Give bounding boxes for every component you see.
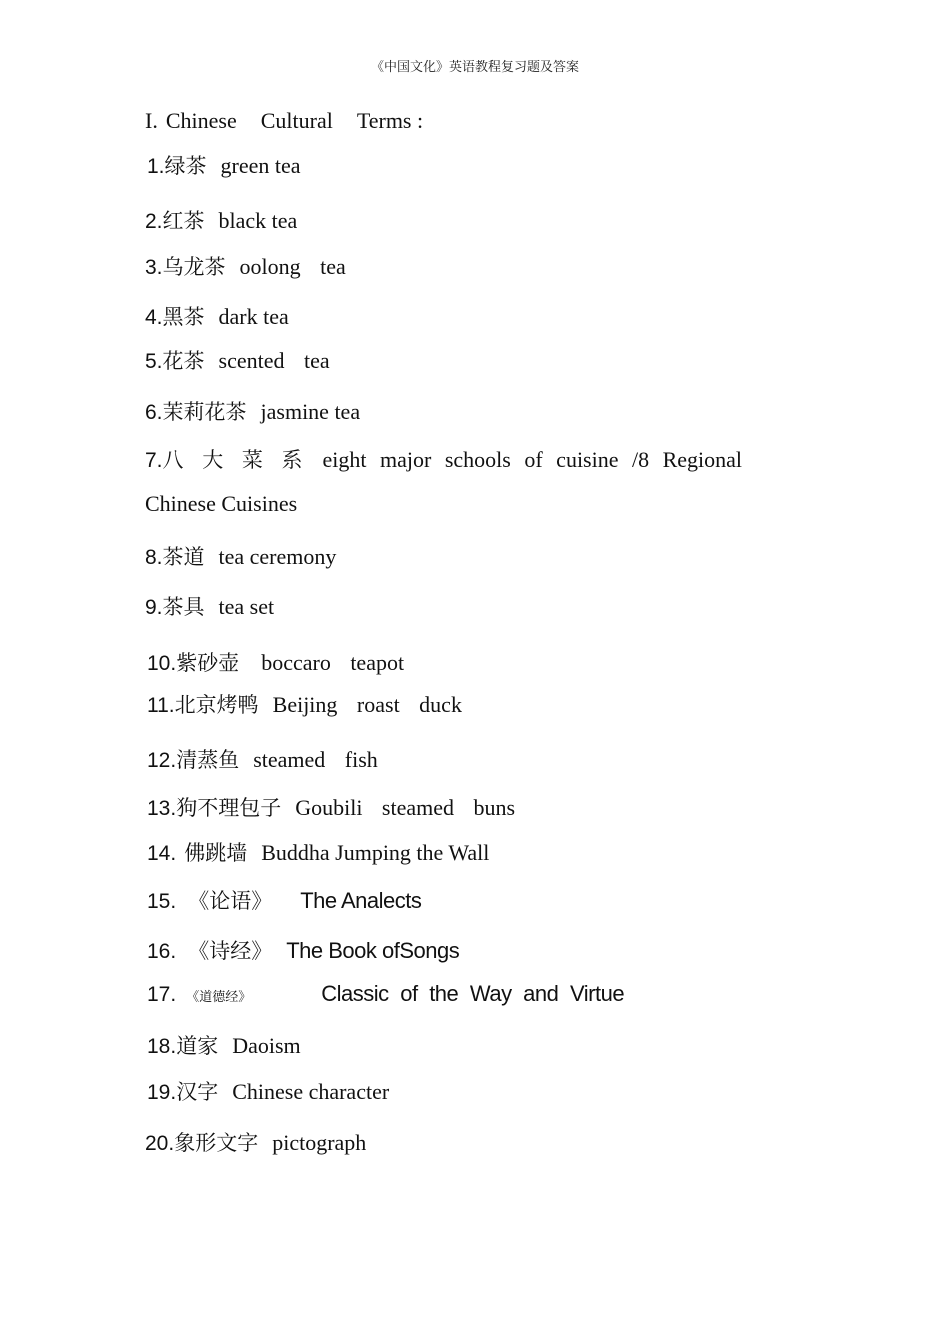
term-english: eight major schools of cuisine /8 Regional: [322, 447, 743, 472]
section-word-3: Terms :: [356, 108, 424, 133]
term-number: 14.: [147, 842, 177, 865]
term-item-5: [145, 345, 330, 375]
term-english: Chinese character: [232, 1079, 390, 1104]
term-chinese: 红茶: [162, 209, 205, 233]
term-number: 19.: [147, 1081, 177, 1104]
term-english: jasmine tea: [260, 399, 361, 424]
term-chinese: 北京烤鸭: [174, 693, 259, 717]
term-chinese: 绿茶: [164, 154, 207, 178]
term-item-6: [145, 396, 360, 426]
term-chinese: 乌龙茶: [162, 255, 226, 279]
term-item-11: [147, 689, 462, 719]
term-english: Goubili steamed buns: [295, 795, 516, 820]
term-number: 7.: [145, 449, 163, 472]
page-header: 《中国文化》英语教程复习题及答案: [370, 60, 579, 75]
term-item-13: [147, 792, 515, 822]
section-word-1: Chinese: [165, 108, 237, 133]
term-item-7-continued: [145, 491, 297, 517]
term-chinese: 《诗经》: [188, 939, 273, 963]
term-item-9: [145, 591, 274, 621]
term-item-14: [147, 837, 489, 867]
term-chinese: 象形文字: [174, 1131, 259, 1155]
term-chinese: 八 大 菜 系: [162, 448, 309, 472]
term-item-18: [147, 1030, 301, 1060]
term-english: The Analects: [300, 888, 422, 913]
term-chinese: 紫砂壶: [176, 651, 240, 675]
term-chinese: 狗不理包子: [176, 796, 282, 820]
term-item-8: [145, 541, 336, 571]
term-chinese: 道家: [176, 1034, 219, 1058]
term-number: 13.: [147, 797, 177, 820]
term-chinese: 茶具: [162, 595, 205, 619]
term-number: 10.: [147, 652, 177, 675]
term-item-4: [145, 301, 289, 331]
term-english: Beijing roast duck: [272, 692, 462, 717]
term-chinese: 花茶: [162, 349, 205, 373]
section-word-2: Cultural: [260, 108, 333, 133]
term-number: 17.: [147, 983, 177, 1006]
term-chinese: 清蒸鱼: [176, 748, 240, 772]
term-number: 8.: [145, 546, 163, 569]
term-item-2: [145, 205, 297, 235]
term-number: 18.: [147, 1035, 177, 1058]
term-chinese: 佛跳墙: [184, 841, 248, 865]
term-english: Daoism: [232, 1033, 301, 1058]
term-number: 15.: [147, 890, 177, 913]
term-item-19: [147, 1076, 389, 1106]
term-english: oolong tea: [239, 254, 346, 279]
term-item-3: [145, 251, 346, 281]
term-chinese: 茉莉花茶: [162, 400, 247, 424]
term-item-16: [147, 935, 459, 965]
term-number: 12.: [147, 749, 177, 772]
term-number: 11.: [147, 694, 175, 717]
term-item-20: [145, 1127, 366, 1157]
term-item-12: [147, 744, 378, 774]
section-numeral: I.: [145, 108, 158, 133]
term-number: 4.: [145, 306, 163, 329]
term-number: 5.: [145, 350, 163, 373]
term-number: 3.: [145, 256, 163, 279]
term-english: scented tea: [218, 348, 330, 373]
term-chinese: 茶道: [162, 545, 205, 569]
term-number: 20.: [145, 1132, 175, 1155]
term-english: green tea: [220, 153, 301, 178]
term-item-15: [147, 885, 421, 915]
term-chinese: 《道德经》: [186, 990, 252, 1005]
term-item-7: [145, 444, 742, 474]
term-chinese: 汉字: [176, 1080, 219, 1104]
term-number: 2.: [145, 210, 163, 233]
term-english: The Book ofSongs: [286, 938, 460, 963]
term-number: 16.: [147, 940, 177, 963]
term-english-continued: Chinese Cuisines: [145, 491, 298, 516]
term-english: boccaro teapot: [261, 650, 405, 675]
term-number: 1.: [147, 155, 165, 178]
term-number: 6.: [145, 401, 163, 424]
term-item-10: [147, 647, 404, 677]
section-heading: [145, 108, 447, 134]
term-english: tea set: [218, 594, 275, 619]
term-english: dark tea: [218, 304, 289, 329]
term-item-1: [147, 150, 301, 180]
term-english: pictograph: [272, 1130, 367, 1155]
term-english: Classic of the Way and Virtue: [321, 981, 625, 1006]
term-english: tea ceremony: [218, 544, 337, 569]
term-item-17: [147, 981, 624, 1007]
term-chinese: 《论语》: [188, 889, 273, 913]
term-chinese: 黑茶: [162, 305, 205, 329]
term-number: 9.: [145, 596, 163, 619]
term-english: steamed fish: [253, 747, 378, 772]
term-english: Buddha Jumping the Wall: [261, 840, 490, 865]
term-english: black tea: [218, 208, 298, 233]
